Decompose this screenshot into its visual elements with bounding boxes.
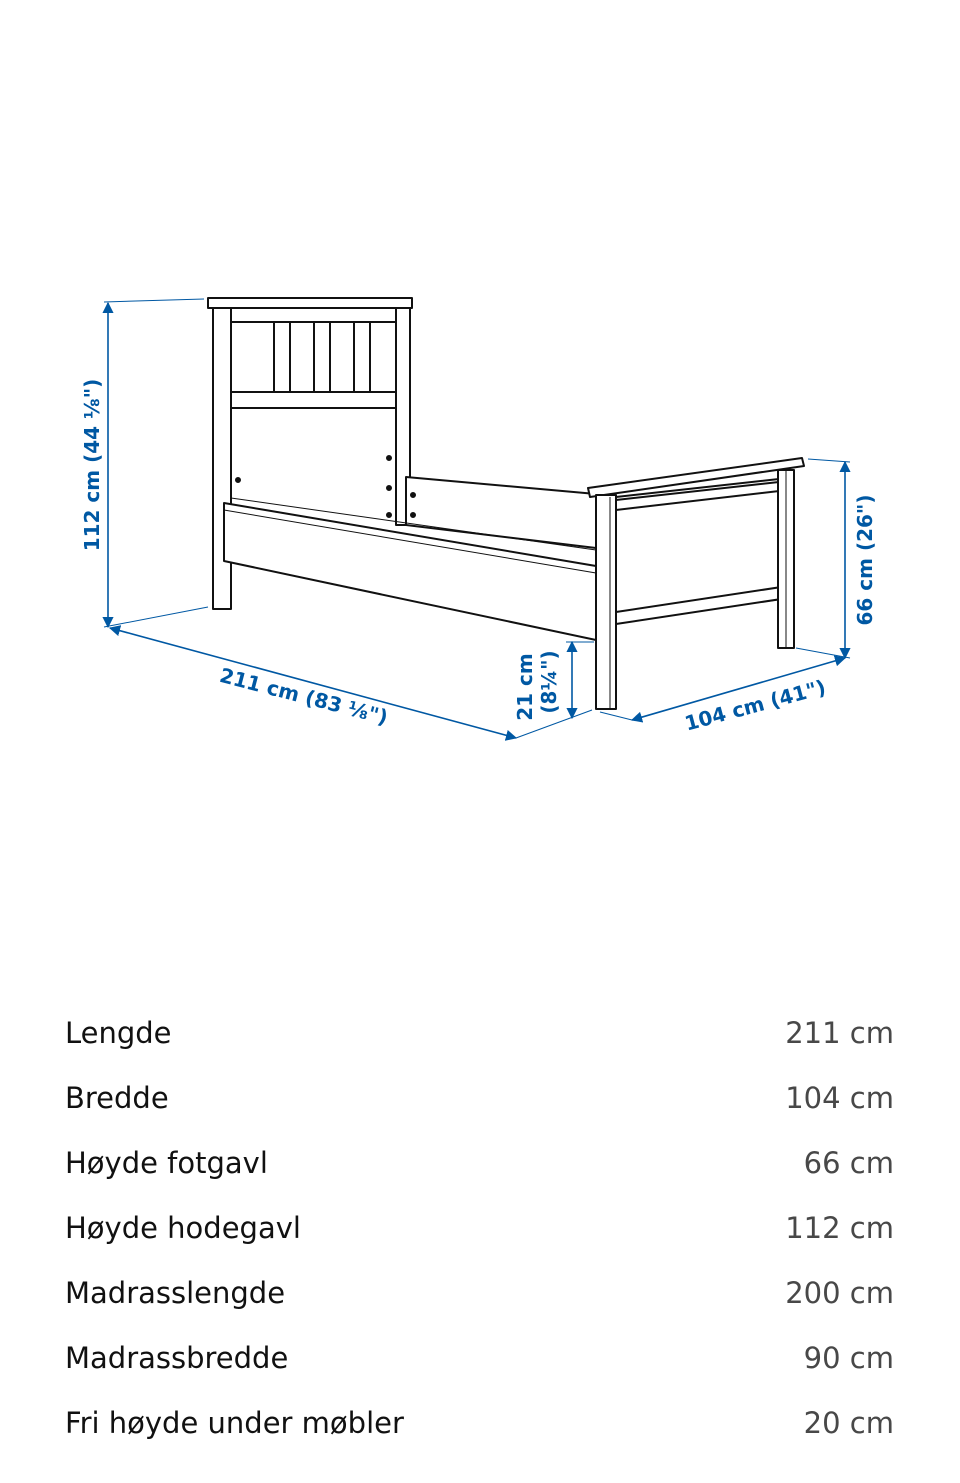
- footboard-height-label: 66 cm (26"): [853, 494, 877, 626]
- spec-row-length: [65, 1000, 894, 1065]
- length-label: 211 cm (83 ⅛"): [217, 663, 391, 730]
- spec-label: Madrassbredde: [65, 1340, 289, 1375]
- spec-label: Høyde fotgavl: [65, 1145, 268, 1180]
- spec-row-clearance: [65, 1390, 894, 1455]
- spec-label: Madrasslengde: [65, 1275, 286, 1310]
- clearance-cm-label: 21 cm: [513, 653, 537, 721]
- spec-value: 104 cm: [785, 1080, 894, 1115]
- headboard-left-post: [213, 307, 231, 609]
- bed-illustration: [208, 298, 804, 709]
- clearance-in-label: (8¼"): [537, 650, 561, 714]
- spec-row-width: [65, 1065, 894, 1130]
- spec-label: Bredde: [65, 1080, 169, 1115]
- dimensions-spec-list: [65, 1000, 894, 1455]
- spec-label: Høyde hodegavl: [65, 1210, 301, 1245]
- width-label: 104 cm (41"): [682, 674, 829, 736]
- spec-row-headboard-height: [65, 1195, 894, 1260]
- headboard-top-rail: [208, 298, 412, 308]
- spec-value: 112 cm: [785, 1210, 894, 1245]
- spec-label: Fri høyde under møbler: [65, 1405, 404, 1440]
- spec-row-footboard-height: [65, 1130, 894, 1195]
- spec-row-mattress-length: [65, 1260, 894, 1325]
- headboard-height-label: 112 cm (44 ⅛"): [80, 378, 104, 552]
- spec-value: 211 cm: [785, 1015, 894, 1050]
- spec-row-mattress-width: [65, 1325, 894, 1390]
- footboard-front-post: [596, 495, 616, 709]
- spec-label: Lengde: [65, 1015, 172, 1050]
- spec-value: 66 cm: [803, 1145, 894, 1180]
- spec-value: 90 cm: [803, 1340, 894, 1375]
- spec-value: 20 cm: [803, 1405, 894, 1440]
- spec-value: 200 cm: [785, 1275, 894, 1310]
